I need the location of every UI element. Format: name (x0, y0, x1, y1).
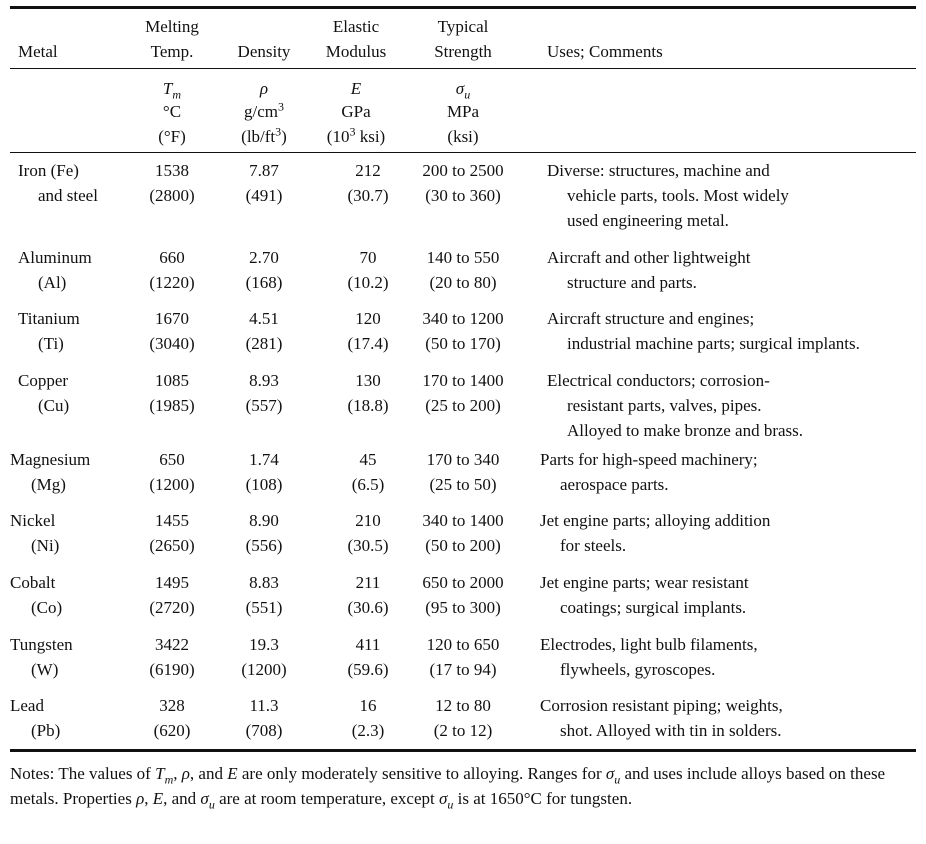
density-us: (1200) (241, 660, 287, 679)
uses-line: resistant parts, valves, pipes. (567, 396, 762, 415)
metal-name: Lead (10, 696, 44, 715)
strength-us: (95 to 300) (425, 598, 501, 617)
unit-su-si: MPa (446, 102, 480, 121)
units-rule (10, 152, 916, 153)
uses-line: Aircraft and other lightweight (547, 248, 751, 267)
header-strength-2: Strength (434, 42, 492, 61)
unit-rho-si: $g/cm^3$ (244, 99, 284, 121)
uses-line: flywheels, gyroscopes. (560, 660, 716, 679)
top-rule (10, 6, 916, 9)
header-strength-1: Typical (437, 17, 489, 36)
modulus-si: 16 (359, 696, 377, 715)
strength-us: (25 to 200) (425, 396, 501, 415)
melting-c: 3422 (155, 635, 189, 654)
modulus-us: (17.4) (347, 334, 389, 353)
density-us: (557) (245, 396, 283, 415)
strength-us: (30 to 360) (425, 186, 501, 205)
density-us: (556) (245, 536, 283, 555)
uses-line: Corrosion resistant piping; weights, (540, 696, 783, 715)
uses-line: Diverse: structures, machine and (547, 161, 770, 180)
density-us: (281) (245, 334, 283, 353)
melting-f: (6190) (149, 660, 195, 679)
modulus-us: (6.5) (351, 475, 385, 494)
modulus-si: 210 (355, 511, 381, 530)
strength-si: 340 to 1200 (422, 309, 504, 328)
modulus-si: 411 (355, 635, 381, 654)
modulus-us: (10.2) (347, 273, 389, 292)
header-elastic-2: Modulus (325, 42, 387, 61)
header-elastic-1: Elastic (332, 17, 380, 36)
strength-si: 340 to 1400 (422, 511, 504, 530)
metal-name: Tungsten (10, 635, 73, 654)
uses-line: aerospace parts. (560, 475, 669, 494)
metal-name: Cobalt (10, 573, 56, 592)
strength-si: 120 to 650 (426, 635, 500, 654)
uses-line: coatings; surgical implants. (560, 598, 747, 617)
strength-us: (50 to 200) (425, 536, 501, 555)
modulus-si: 130 (355, 371, 381, 390)
density-us: (108) (245, 475, 283, 494)
metal-symbol: (Co) (31, 598, 63, 617)
uses-line: Electrical conductors; corrosion- (547, 371, 770, 390)
unit-tm-symbol: $T_m$ (162, 79, 182, 102)
metal-name: Iron (Fe) (18, 161, 79, 180)
strength-si: 140 to 550 (426, 248, 500, 267)
metal-name: Magnesium (10, 450, 91, 469)
modulus-si: 45 (359, 450, 377, 469)
unit-e-si: GPa (341, 102, 371, 121)
density-us: (551) (245, 598, 283, 617)
strength-si: 650 to 2000 (422, 573, 504, 592)
metal-symbol: (Ti) (38, 334, 64, 353)
unit-rho-us: $(lb/ft^3)$ (241, 124, 287, 146)
melting-f: (3040) (149, 334, 195, 353)
melting-c: 1495 (155, 573, 189, 592)
metal-symbol: (Cu) (38, 396, 70, 415)
uses-line: Alloyed to make bronze and brass. (567, 421, 804, 440)
strength-si: 200 to 2500 (422, 161, 504, 180)
strength-us: (17 to 94) (429, 660, 497, 679)
melting-f: (2650) (149, 536, 195, 555)
unit-su-symbol: $\sigma_u$ (455, 79, 471, 102)
melting-f: (1200) (149, 475, 195, 494)
modulus-us: (30.7) (347, 186, 389, 205)
bottom-rule (10, 749, 916, 752)
modulus-us: (30.5) (347, 536, 389, 555)
melting-c: 660 (159, 248, 185, 267)
strength-us: (2 to 12) (433, 721, 493, 740)
melting-f: (2720) (149, 598, 195, 617)
unit-su-us: (ksi) (447, 127, 479, 146)
header-density: Density (237, 42, 291, 61)
density-si: 8.83 (249, 573, 279, 592)
uses-line: vehicle parts, tools. Most widely (567, 186, 789, 205)
density-us: (708) (245, 721, 283, 740)
uses-line: shot. Alloyed with tin in solders. (560, 721, 782, 740)
table-notes: Notes: The values of $T_m$, ρ, and E are only moderately sensitive to alloying. Ranges for $\sigma_u$ and uses include alloys based on these metals. Properties ρ, E, and $\sigma_u$ are at room temperature, except $\sigma_u$ is at 1650°C for tungsten. (10, 764, 886, 812)
header-uses: Uses; Comments (547, 42, 663, 61)
density-si: 8.90 (249, 511, 279, 530)
unit-tm-us: (°F) (158, 127, 186, 146)
strength-us: (50 to 170) (425, 334, 501, 353)
density-si: 19.3 (249, 635, 279, 654)
unit-tm-si: °C (162, 102, 182, 121)
uses-line: Electrodes, light bulb filaments, (540, 635, 758, 654)
density-si: 8.93 (249, 371, 279, 390)
density-si: 11.3 (249, 696, 279, 715)
metal-name: Copper (18, 371, 69, 390)
uses-line: Jet engine parts; alloying addition (540, 511, 771, 530)
metal-symbol: (Al) (38, 273, 67, 292)
header-melting-2: Temp. (150, 42, 194, 61)
strength-si: 170 to 1400 (422, 371, 504, 390)
modulus-us: (2.3) (351, 721, 385, 740)
metal-symbol: and steel (38, 186, 98, 205)
uses-line: used engineering metal. (567, 211, 729, 230)
strength-us: (20 to 80) (429, 273, 497, 292)
uses-line: Aircraft structure and engines; (547, 309, 755, 328)
metal-symbol: (Mg) (31, 475, 66, 494)
melting-c: 328 (159, 696, 185, 715)
header-rule (10, 68, 916, 69)
uses-line: Jet engine parts; wear resistant (540, 573, 749, 592)
melting-c: 1455 (155, 511, 189, 530)
uses-line: Parts for high-speed machinery; (540, 450, 758, 469)
modulus-si: 211 (355, 573, 381, 592)
melting-c: 1538 (155, 161, 189, 180)
melting-f: (620) (153, 721, 191, 740)
melting-f: (2800) (149, 186, 195, 205)
unit-e-us: ($10^3$ ksi) (326, 124, 386, 146)
melting-c: 650 (159, 450, 185, 469)
unit-e-symbol: E (350, 79, 362, 98)
melting-f: (1220) (149, 273, 195, 292)
uses-line: structure and parts. (567, 273, 697, 292)
strength-si: 170 to 340 (426, 450, 500, 469)
melting-f: (1985) (149, 396, 195, 415)
density-us: (491) (245, 186, 283, 205)
strength-us: (25 to 50) (429, 475, 497, 494)
metal-symbol: (Ni) (31, 536, 60, 555)
header-melting-1: Melting (145, 17, 199, 36)
unit-rho-symbol: ρ (259, 79, 269, 98)
modulus-si: 70 (359, 248, 377, 267)
metal-symbol: (Pb) (31, 721, 61, 740)
header-metal: Metal (18, 42, 58, 61)
modulus-si: 212 (355, 161, 381, 180)
density-si: 4.51 (249, 309, 279, 328)
modulus-si: 120 (355, 309, 381, 328)
metal-name: Nickel (10, 511, 56, 530)
metal-symbol: (W) (31, 660, 59, 679)
density-si: 2.70 (249, 248, 279, 267)
modulus-us: (18.8) (347, 396, 389, 415)
uses-line: for steels. (560, 536, 627, 555)
modulus-us: (30.6) (347, 598, 389, 617)
uses-line: industrial machine parts; surgical implants. (567, 334, 860, 353)
modulus-us: (59.6) (347, 660, 389, 679)
melting-c: 1670 (155, 309, 189, 328)
density-si: 1.74 (249, 450, 279, 469)
metal-name: Titanium (18, 309, 80, 328)
metal-name: Aluminum (18, 248, 92, 267)
melting-c: 1085 (155, 371, 189, 390)
density-si: 7.87 (249, 161, 279, 180)
strength-si: 12 to 80 (435, 696, 491, 715)
density-us: (168) (245, 273, 283, 292)
